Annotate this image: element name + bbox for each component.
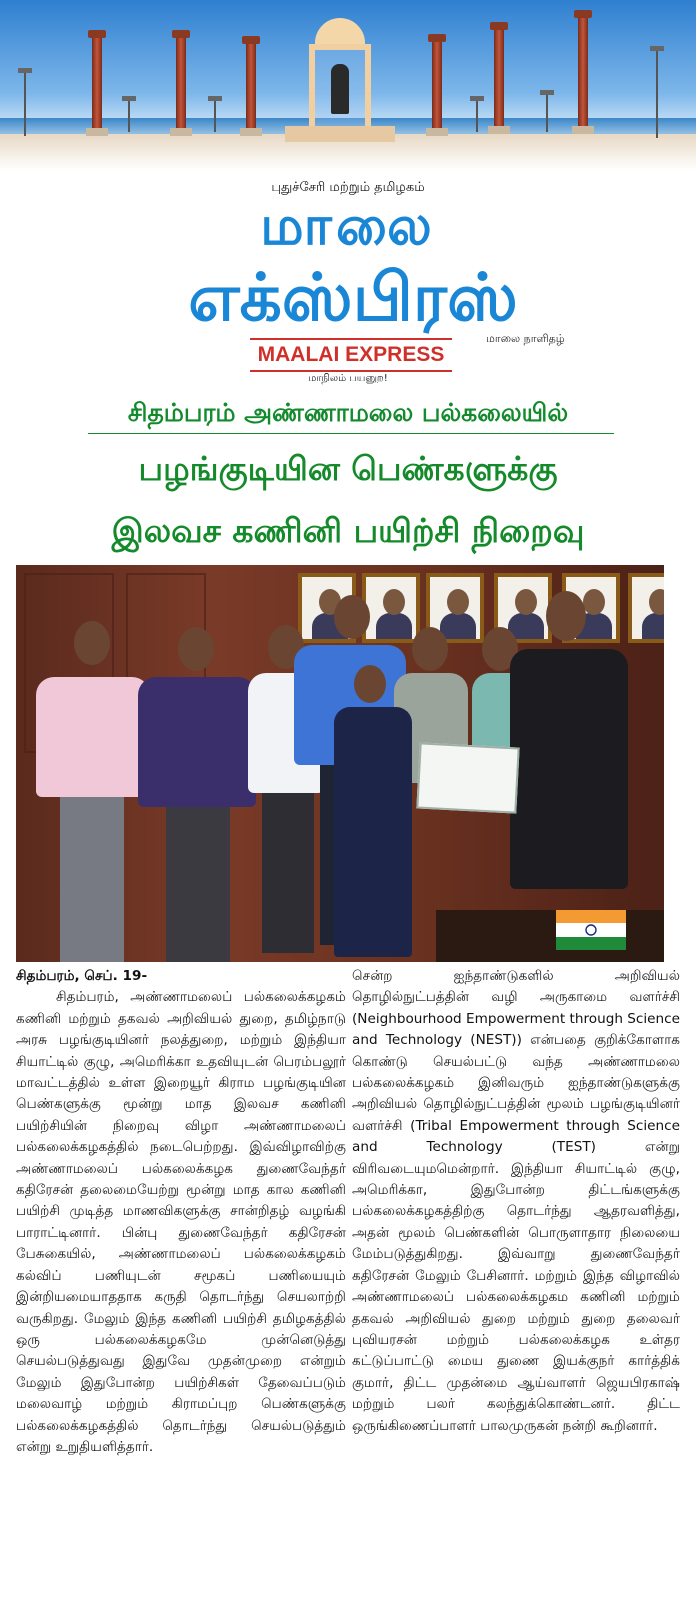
street-lamp <box>128 96 130 132</box>
pillar <box>246 44 256 130</box>
article-body-left: சிதம்பரம், அண்ணாமலைப் பல்கலைக்கழகம் கணினி மற்றும் தகவல் அறிவியல் துறை, தமிழ்நாடு அரசு பழங்குடியினர் நலத்துறை, மற்றும் இந்தியா சியாட்டில் குழு, அமெரிக்கா உதவியுடன் பெரம்பலூர் மாவட்டத்தில் உள்ள இறையூர் கிராம பழங்குடியின பெண்களுக்கு மூன்று மாத இலவச கணினி பயிற்சியின் நிறைவு விழா அண்ணாமலைப் பல்கலைக்கழகத்தில் நடைபெற்றது. இவ்விழாவிற்கு அண்ணாமலைப் பல்கலைக்கழக துணைவேந்தர் கதிரேசன் தலைமையேற்று மூன்று மாத கால கணினி பயிற்சி முடித்த மாணவிகளுக்கு சான்றிதழ் வழங்கி பாராட்டினார். பின்பு துணைவேந்தர் கதிரேசன் பேசுகையில், அண்ணாமலைப் பல்கலைக்கழகம் கல்விப் பணியுடன் சமூகப் பணியையும் இன்றியமையாததாக கருதி தொடர்ந்து செயலாற்றி வருகிறது. மேலும் இந்த கணினி பயிற்சி தமிழகத்தில் ஒரு பல்கலைக்கழகமே முன்னெடுத்து செயல்படுத்துவது இதுவே முதன்முறை என்றும் மேலும் இதுபோன்ற பயிற்சிகள் தேவைப்படும் மலைவாழ் மற்றும் கிராமப்புற பெண்களுக்கு பல்கலைக்கழகத்தில் தொடர்ந்து செயல்படுத்தும் என்று உறுதியளித்தார். <box>16 989 346 1455</box>
headline-line2: இலவச கணினி பயிற்சி நிறைவு <box>111 511 585 550</box>
pillar <box>432 42 442 130</box>
statue <box>331 64 349 114</box>
person-head <box>334 595 370 639</box>
person-head <box>354 665 386 703</box>
street-lamp <box>476 96 478 132</box>
pillar <box>92 38 102 130</box>
pavilion-dome <box>315 18 365 44</box>
india-flag-icon <box>556 910 626 950</box>
headline-kicker: சிதம்பரம் அண்ணாமலை பல்கலையில் <box>127 398 569 427</box>
person-head <box>74 621 110 665</box>
certificate <box>416 742 519 813</box>
masthead-title-line2: எக்ஸ்பிரஸ் <box>188 259 518 336</box>
street-lamp <box>546 90 548 132</box>
person-trousers <box>262 793 314 953</box>
masthead-title-line1: மாலை <box>260 194 436 257</box>
article-dateline: சிதம்பரம், செப். 19- <box>16 968 148 984</box>
person-dress <box>334 707 412 957</box>
person-trousers <box>166 807 230 962</box>
news-photo <box>16 565 664 962</box>
english-brand-logo: MAALAI EXPRESS <box>250 338 452 372</box>
wall-portrait <box>628 573 664 643</box>
person-trousers <box>60 797 124 962</box>
person-head <box>412 627 448 671</box>
headline-line1: பழங்குடியின பெண்களுக்கு <box>138 449 558 488</box>
wall-portrait <box>362 573 420 643</box>
pillar <box>494 30 504 128</box>
desk <box>436 910 664 962</box>
pillar <box>578 18 588 128</box>
pillar <box>176 38 186 130</box>
kicker-divider <box>88 433 614 434</box>
header-banner-image <box>0 0 696 170</box>
pavilion-base <box>285 126 395 142</box>
street-lamp <box>214 96 216 132</box>
gandhi-statue-pavilion <box>305 18 375 138</box>
person-shirt <box>138 677 256 807</box>
region-tagline: புதுச்சேரி மற்றும் தமிழகம் <box>271 180 425 195</box>
daily-label: மாலை நாளிதழ் <box>486 332 565 345</box>
person-head <box>546 591 586 641</box>
street-lamp <box>24 68 26 136</box>
article-column-right <box>352 966 680 1437</box>
slogan: மாநிலம் பயனுற! <box>308 373 388 384</box>
article-body-right: சென்ற ஐந்தாண்டுகளில் அறிவியல் தொழில்நுட்பத்தின் வழி அருகாமை வளர்ச்சி (Neighbourhood Empowerment through Science and Technology (NEST)) என்பதை குறிக்கோளாக கொண்டு செயல்பட்டு வந்த அண்ணாமலை பல்கலைக்கழகம் இனிவரும் ஐந்தாண்டுகளுக்கு அறிவியல் தொழில்நுட்பத்தின் மூலம் பழங்குடியினர் வளர்ச்சி (Tribal Empowerment through Science and Technology (TEST) என்று விரிவடையுமமென்றார். இந்தியா சியாட்டில் குழு, அமெரிக்கா, இதுபோன்ற திட்டங்களுக்கு பல்கலைக்கழகத்திற்கு தொடர்ந்து ஆதரவளித்து, அதன் மூலம் பெண்களின் பொருளாதார நிலையை மேம்படுத்துகிறது. இவ்வாறு துணைவேந்தர் கதிரேசன் மேலும் பேசினார். மற்றும் இந்த விழாவில் அண்ணாமலைப் பல்கலைக்கழகம கணினி மற்றும் தகவல் அறிவியல் துறை மற்றும் துறை தலைவர் புவியரசன் மற்றும் பல்கலைக்கழக உள்தர கட்டுப்பாட்டு மைய துணை இயக்குநர் கார்த்திக் குமார், திட்ட முதன்மை ஆய்வாளர் ஜெயபிரகாஷ் மற்றும் பலர் கலந்துக்கொண்டனர். திட்ட ஒருங்கிணைப்பாளர் பாலமுருகன் நன்றி கூறினார். <box>352 968 680 1434</box>
person-shirt <box>36 677 150 797</box>
person-head <box>178 627 214 671</box>
street-lamp <box>656 46 658 138</box>
article-column-left <box>16 966 346 1458</box>
person-suit <box>510 649 628 889</box>
